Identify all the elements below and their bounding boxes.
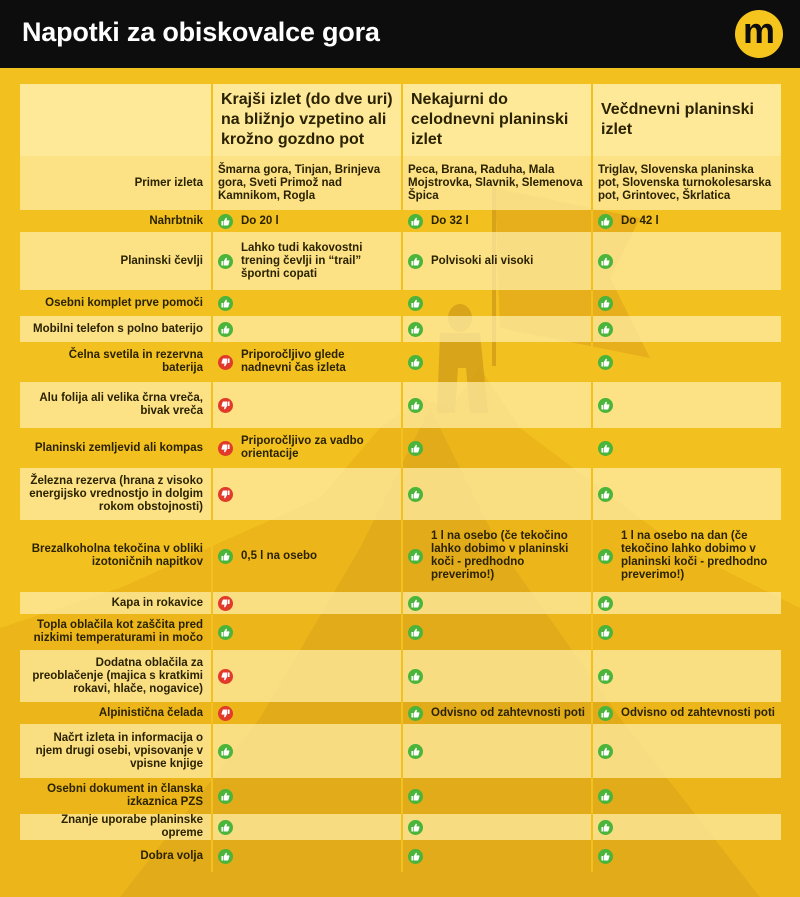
table-cell [592, 814, 781, 840]
table-cell [212, 650, 402, 702]
thumbs-up-icon [598, 744, 613, 759]
table-row [20, 702, 781, 724]
cell-text: 0,5 l na osebo [241, 549, 318, 562]
table-row [20, 342, 781, 382]
thumbs-up-icon [408, 706, 423, 721]
cell-text: Polvisoki ali visoki [431, 254, 534, 267]
table-cell [212, 382, 402, 428]
page-title: Napotki za obiskovalce gora [22, 17, 380, 47]
thumbs-up-icon [408, 398, 423, 413]
thumbs-up-icon [408, 487, 423, 502]
row-label: Mobilni telefon s polno baterijo [20, 316, 212, 342]
table-cell [402, 520, 592, 592]
thumbs-up-icon [598, 254, 613, 269]
thumbs-up-icon [598, 296, 613, 311]
table-cell [402, 724, 592, 778]
thumbs-up-icon [408, 820, 423, 835]
row-label: Osebni dokument in članska izkaznica PZS [20, 778, 212, 814]
header-empty-cell [20, 84, 212, 156]
table-cell [212, 614, 402, 650]
column-header: Krajši izlet (do dve uri) na bližnjo vzpetino ali krožno gozdno pot [212, 84, 402, 156]
row-label: Alu folija ali velika črna vreča, bivak vreča [20, 382, 212, 428]
thumbs-down-icon [218, 355, 233, 370]
table-cell [402, 592, 592, 614]
table-row [20, 840, 781, 872]
row-label: Planinski zemljevid ali kompas [20, 428, 212, 468]
table-row [20, 156, 781, 210]
row-label: Nahrbtnik [20, 210, 212, 232]
thumbs-up-icon [408, 596, 423, 611]
table-row [20, 778, 781, 814]
row-label: Železna rezerva (hrana z visoko energijsko vrednostjo in dolgim rokom obstojnosti) [20, 468, 212, 520]
table-cell [402, 382, 592, 428]
cell-text: Priporočljivo glede nadnevni čas izleta [241, 349, 346, 374]
row-label: Znanje uporabe planinske opreme [20, 814, 212, 840]
thumbs-down-icon [218, 441, 233, 456]
cell-text: Peca, Brana, Raduha, Mala Mojstrovka, Slavnik, Slemenova Špica [408, 163, 583, 202]
row-label: Osebni komplet prve pomoči [20, 290, 212, 316]
table-header-row [20, 84, 781, 156]
table-cell [402, 614, 592, 650]
row-label: Brezalkoholna tekočina v obliki izotoničnih napitkov [20, 520, 212, 592]
table-cell [592, 428, 781, 468]
table-cell [212, 702, 402, 724]
thumbs-up-icon [598, 214, 613, 229]
row-label: Planinski čevlji [20, 232, 212, 290]
thumbs-up-icon [408, 254, 423, 269]
cell-text: 1 l na osebo (če tekočino lahko dobimo v planinski koči - predhodno preverimo!) [431, 530, 569, 581]
thumbs-up-icon [408, 669, 423, 684]
table-cell [592, 592, 781, 614]
table-cell [592, 614, 781, 650]
table-cell [212, 468, 402, 520]
table-cell [592, 520, 781, 592]
table-row [20, 290, 781, 316]
row-label: Alpinistična čelada [20, 702, 212, 724]
table-cell [592, 290, 781, 316]
thumbs-up-icon [598, 398, 613, 413]
table-cell [212, 724, 402, 778]
table-row [20, 382, 781, 428]
thumbs-up-icon [408, 296, 423, 311]
thumbs-down-icon [218, 487, 233, 502]
table-cell [212, 210, 402, 232]
brand-logo [735, 10, 783, 58]
thumbs-up-icon [408, 355, 423, 370]
table-cell [402, 814, 592, 840]
thumbs-up-icon [218, 625, 233, 640]
thumbs-up-icon [598, 441, 613, 456]
table-cell [402, 290, 592, 316]
table-cell [592, 342, 781, 382]
thumbs-up-icon [218, 214, 233, 229]
table-cell [212, 814, 402, 840]
cell-text: Priporočljivo za vadbo orientacije [241, 435, 364, 460]
cell-text: 1 l na osebo na dan (če tekočino lahko dobimo v planinski koči - predhodno preverimo!) [621, 530, 768, 581]
row-label: Kapa in rokavice [20, 592, 212, 614]
thumbs-up-icon [408, 744, 423, 759]
table-cell [592, 156, 781, 210]
thumbs-up-icon [408, 849, 423, 864]
table-cell [592, 382, 781, 428]
table-row [20, 210, 781, 232]
table-cell [212, 840, 402, 872]
thumbs-up-icon [218, 296, 233, 311]
table-cell [592, 840, 781, 872]
table-cell [402, 468, 592, 520]
table-row [20, 468, 781, 520]
thumbs-up-icon [598, 322, 613, 337]
table-cell [402, 840, 592, 872]
cell-text: Lahko tudi kakovostni trening čevlji in “trail” športni copati [241, 241, 363, 280]
table-cell [212, 342, 402, 382]
thumbs-up-icon [408, 322, 423, 337]
table-cell [402, 342, 592, 382]
thumbs-up-icon [218, 744, 233, 759]
table-cell [212, 778, 402, 814]
thumbs-up-icon [598, 596, 613, 611]
thumbs-up-icon [408, 789, 423, 804]
thumbs-up-icon [218, 254, 233, 269]
thumbs-up-icon [598, 355, 613, 370]
table-cell [592, 316, 781, 342]
thumbs-up-icon [218, 849, 233, 864]
table-row [20, 650, 781, 702]
table-cell [212, 232, 402, 290]
table-cell [212, 316, 402, 342]
row-label: Dobra volja [20, 840, 212, 872]
cell-text: Do 42 l [621, 214, 659, 227]
table-row [20, 614, 781, 650]
header-bar [0, 0, 800, 68]
table-row [20, 520, 781, 592]
thumbs-up-icon [218, 322, 233, 337]
row-label: Načrt izleta in informacija o njem drugi osebi, vpisovanje v vpisne knjige [20, 724, 212, 778]
thumbs-up-icon [598, 820, 613, 835]
table-row [20, 232, 781, 290]
thumbs-up-icon [218, 549, 233, 564]
table-row [20, 724, 781, 778]
table-cell [402, 702, 592, 724]
thumbs-down-icon [218, 669, 233, 684]
table-cell [592, 724, 781, 778]
cell-text: Triglav, Slovenska planinska pot, Slovenska turnokolesarska pot, Grintovec, Škrlatica [598, 163, 772, 202]
row-label: Dodatna oblačila za preoblačenje (majica s kratkimi rokavi, hlače, nogavice) [20, 650, 212, 702]
table-cell [592, 702, 781, 724]
table-cell [402, 316, 592, 342]
table-cell [402, 650, 592, 702]
thumbs-up-icon [598, 625, 613, 640]
column-header: Večdnevni planinski izlet [592, 84, 781, 156]
table-cell [212, 156, 402, 210]
table-cell [402, 156, 592, 210]
table-cell [592, 778, 781, 814]
row-label: Primer izleta [20, 156, 212, 210]
thumbs-up-icon [408, 214, 423, 229]
table-cell [212, 428, 402, 468]
cell-text: Do 32 l [431, 214, 469, 227]
thumbs-up-icon [408, 549, 423, 564]
thumbs-up-icon [218, 789, 233, 804]
table-cell [402, 428, 592, 468]
table-row [20, 316, 781, 342]
thumbs-up-icon [598, 706, 613, 721]
cell-text: Do 20 l [241, 214, 279, 227]
cell-text: Odvisno od zahtevnosti poti [621, 706, 775, 719]
table-cell [592, 468, 781, 520]
thumbs-up-icon [598, 487, 613, 502]
table-cell [592, 232, 781, 290]
table-cell [592, 650, 781, 702]
table-row [20, 814, 781, 840]
table-cell [212, 290, 402, 316]
thumbs-up-icon [598, 549, 613, 564]
cell-text: Šmarna gora, Tinjan, Brinjeva gora, Sveti Primož nad Kamnikom, Rogla [218, 163, 381, 202]
column-header: Nekajurni do celodnevni planinski izlet [402, 84, 592, 156]
table-row [20, 592, 781, 614]
table-cell [402, 232, 592, 290]
thumbs-up-icon [598, 789, 613, 804]
table-cell [592, 210, 781, 232]
thumbs-up-icon [598, 669, 613, 684]
table-row [20, 428, 781, 468]
table-cell [402, 778, 592, 814]
thumbs-down-icon [218, 706, 233, 721]
thumbs-down-icon [218, 596, 233, 611]
row-label: Topla oblačila kot zaščita pred nizkimi temperaturami in močo [20, 614, 212, 650]
table-cell [402, 210, 592, 232]
table-cell [212, 592, 402, 614]
gear-table [20, 84, 781, 872]
cell-text: Odvisno od zahtevnosti poti [431, 706, 585, 719]
thumbs-up-icon [408, 625, 423, 640]
row-label: Čelna svetila in rezervna baterija [20, 342, 212, 382]
brand-logo-letter: m [742, 10, 775, 51]
thumbs-up-icon [598, 849, 613, 864]
thumbs-up-icon [408, 441, 423, 456]
thumbs-up-icon [218, 820, 233, 835]
thumbs-down-icon [218, 398, 233, 413]
table-cell [212, 520, 402, 592]
